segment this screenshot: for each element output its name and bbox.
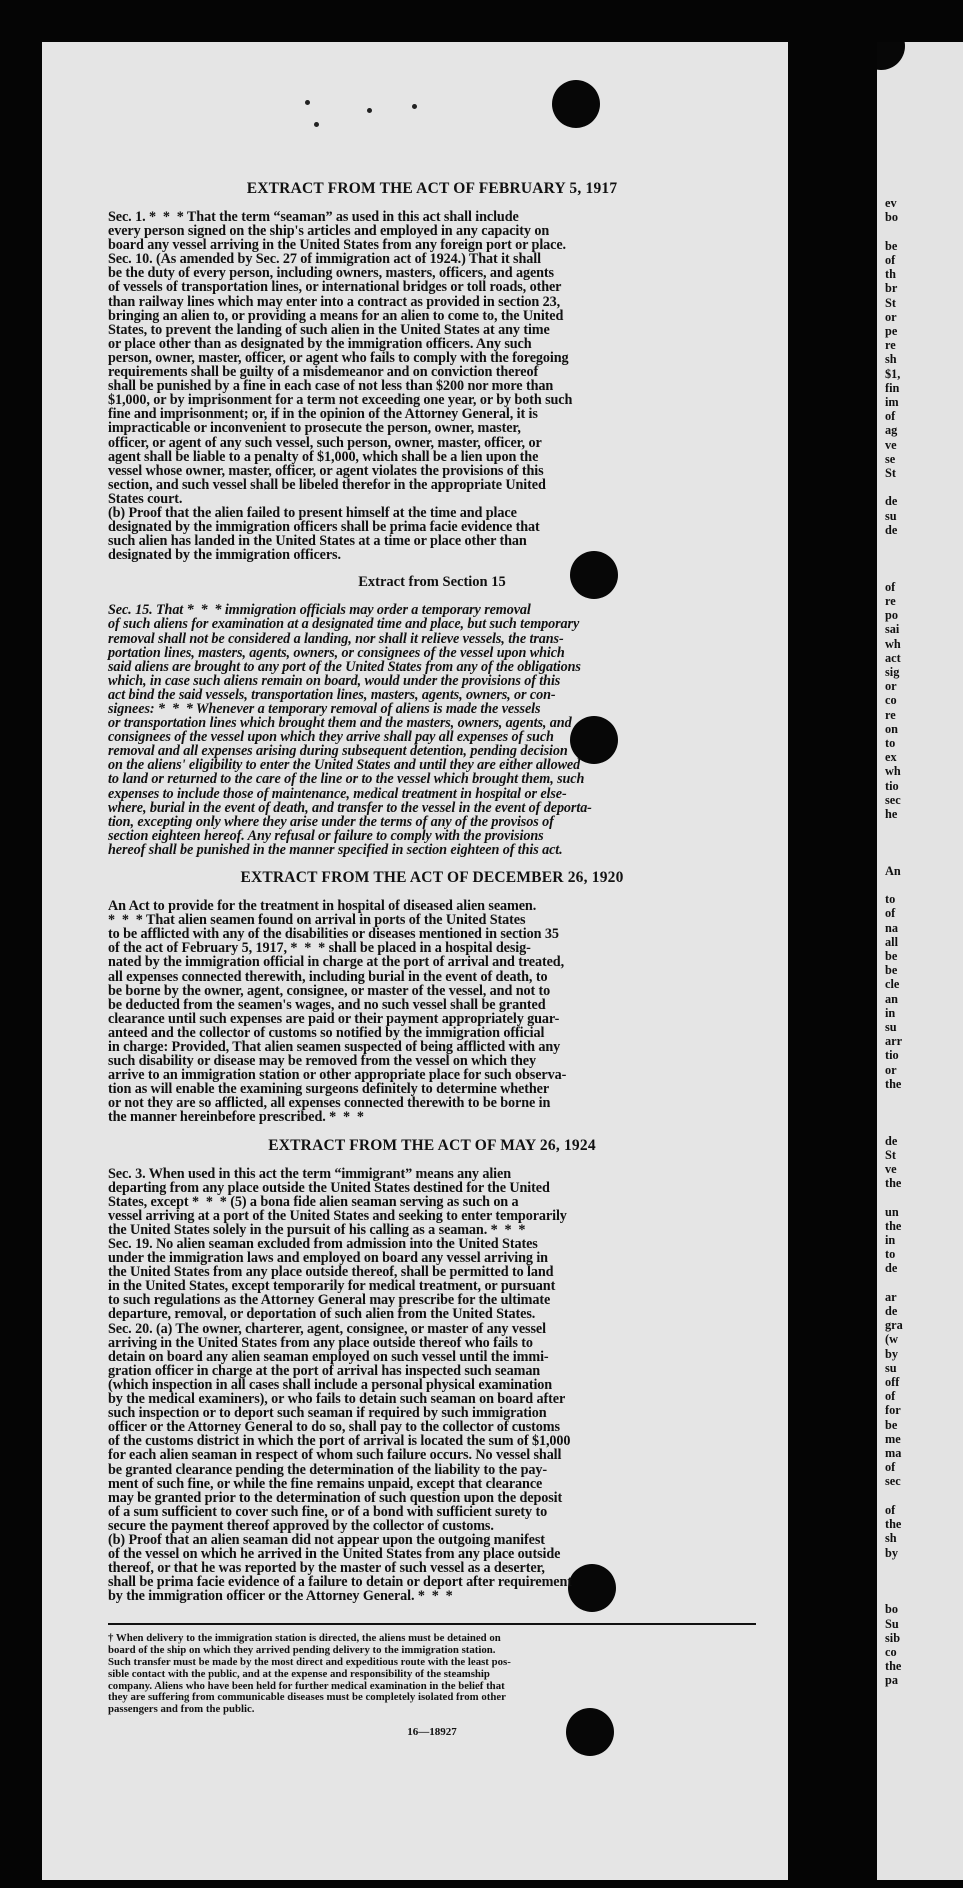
text-line: be deducted from the seamen's wages, and no such vessel shall be granted — [108, 996, 546, 1013]
adjacent-text-fragment: to — [885, 1247, 896, 1262]
adjacent-text-fragment: tio — [885, 778, 899, 793]
adjacent-text-fragment — [885, 1119, 903, 1133]
adjacent-text-fragment: of — [885, 409, 896, 424]
text-line: bringing an alien to, or providing a means for an alien to come to, the United — [108, 307, 564, 324]
text-line: Sec. 15. That * * * immigration officials may order a temporary removal — [108, 602, 531, 619]
text-line: agent shall be liable to a penalty of $1,000, which shall be a lien upon the — [108, 448, 539, 465]
adjacent-text-fragment: of — [885, 253, 896, 268]
adjacent-text-fragment: ve — [885, 1162, 897, 1177]
adjacent-text-fragment: of — [885, 1460, 896, 1475]
adjacent-text-fragment: de — [885, 1304, 898, 1319]
adjacent-text-fragment: St — [885, 466, 896, 481]
adjacent-text-fragment — [885, 1276, 903, 1290]
section-heading: EXTRACT FROM THE ACT OF MAY 26, 1924 — [268, 1136, 596, 1154]
adjacent-text-fragment: de — [885, 1133, 898, 1148]
text-line: fine and imprisonment; or, if in the opinion of the Attorney General, it is — [108, 406, 538, 423]
adjacent-text-fragment: An — [885, 863, 901, 878]
text-line: such disability or disease may be removed from the vessel on which they — [108, 1053, 536, 1070]
text-line: designated by the immigration officers shall be prima facie evidence that — [108, 519, 540, 536]
adjacent-text-fragment: St — [885, 1147, 896, 1162]
text-line: removal and all expenses arising during subsequent detention, pending decision — [108, 743, 568, 760]
adjacent-text-fragment — [885, 1190, 903, 1204]
text-line: ment of such fine, or while the fine remains unpaid, except that clearance — [108, 1475, 543, 1492]
text-line: passengers and from the public. — [108, 1703, 255, 1716]
text-line: section, and such vessel shall be libeled therefor in the appropriate United — [108, 476, 546, 493]
speck — [367, 108, 372, 113]
adjacent-text-fragment — [885, 835, 903, 849]
adjacent-text-fragment: sec — [885, 1474, 901, 1489]
adjacent-text-fragment: wh — [885, 764, 901, 779]
adjacent-text-fragment — [885, 537, 903, 551]
adjacent-text-fragment: se — [885, 451, 896, 466]
adjacent-text-fragment: of — [885, 579, 896, 594]
section-body — [108, 1167, 756, 1604]
adjacent-text-fragment: to — [885, 735, 896, 750]
adjacent-text-fragment — [885, 1574, 903, 1588]
section-body — [108, 603, 756, 857]
speck — [305, 100, 310, 105]
text-line: board any vessel arriving in the United States from any foreign port or place. — [108, 237, 567, 254]
text-line: of the customs district in which the port of arrival is located the sum of $1,000 — [108, 1433, 571, 1450]
text-line: of a sum sufficient to cover such fine, or of a bond with sufficient surety to — [108, 1503, 548, 1520]
text-line: under the immigration laws and employed on board any vessel arriving in — [108, 1250, 548, 1267]
text-line: of such aliens for examination at a designated time and place, but such temporary — [108, 616, 580, 633]
text-line: hereof shall be punished in the manner specified in section eighteen of this act. — [108, 841, 563, 858]
text-line: secure the payment thereof approved by the collector of customs. — [108, 1517, 494, 1534]
adjacent-text-fragment — [885, 182, 903, 196]
adjacent-text-fragment: ag — [885, 423, 898, 438]
adjacent-text-fragment: na — [885, 920, 898, 935]
adjacent-text-fragment — [885, 565, 903, 579]
text-line: clearance until such expenses are paid or their payment appropriately guar- — [108, 1010, 560, 1027]
text-line: such inspection or to deport such seaman if required by such immigration — [108, 1405, 547, 1422]
adjacent-text-fragment: un — [885, 1204, 899, 1219]
text-line: departure, removal, or deportation of such alien from the United States. — [108, 1306, 536, 1323]
adjacent-text-fragment — [885, 1091, 903, 1105]
adjacent-text-fragment — [885, 1105, 903, 1119]
text-line: of the act of February 5, 1917, * * * shall be placed in a hospital desig- — [108, 940, 531, 957]
document-page — [42, 42, 788, 1880]
adjacent-text-fragment — [885, 821, 903, 835]
adjacent-text-fragment: on — [885, 721, 898, 736]
adjacent-text-fragment: re — [885, 593, 896, 608]
adjacent-text-fragment: re — [885, 338, 896, 353]
adjacent-text-fragment: for — [885, 1403, 901, 1418]
adjacent-text-fragment — [885, 551, 903, 565]
text-line: expenses to include those of maintenance, medical treatment in hospital or else- — [108, 785, 567, 802]
adjacent-text-fragment: the — [885, 1517, 902, 1532]
text-line: or not they are so afflicted, all expenses connected therewith to be borne in — [108, 1095, 551, 1112]
adjacent-text-fragment: po — [885, 608, 898, 623]
adjacent-text-fragment: act — [885, 650, 901, 665]
adjacent-text-fragment — [885, 850, 903, 864]
adjacent-page-text — [877, 182, 903, 1688]
text-line: requirements shall be guilty of a misdemeanor and on conviction thereof — [108, 364, 539, 381]
text-line: Sec. 1. * * * That the term “seaman” as used in this act shall include — [108, 209, 519, 225]
adjacent-text-fragment: in — [885, 1233, 896, 1248]
text-line: departing from any place outside the United States destined for the United — [108, 1179, 550, 1196]
adjacent-text-fragment: $1, — [885, 366, 901, 381]
text-line: removal shall not be considered a landing, nor shall it relieve vessels, the trans- — [108, 630, 564, 647]
text-line: signees: * * * Whenever a temporary removal of aliens is made the vessels — [108, 701, 541, 717]
text-line: or transportation lines which brought them and the masters, owners, agents, and — [108, 715, 572, 732]
text-line: to such regulations as the Attorney General may prescribe for the ultimate — [108, 1292, 551, 1309]
text-line: sible contact with the public, and at the expense and responsibility of the steamship — [108, 1667, 490, 1680]
adjacent-text-fragment — [885, 225, 903, 239]
text-line: board of the ship on which they arrived pending delivery to the immigration station. — [108, 1644, 496, 1657]
text-line: on the aliens' eligibility to enter the United States and until they are either allowed — [108, 757, 581, 774]
text-line: $1,000, or by imprisonment for a term not exceeding one year, or by both such — [108, 392, 573, 409]
adjacent-text-fragment: sh — [885, 352, 897, 367]
adjacent-text-fragment: ar — [885, 1289, 897, 1304]
adjacent-text-fragment: sai — [885, 622, 900, 637]
adjacent-text-fragment: wh — [885, 636, 901, 651]
text-line: An Act to provide for the treatment in hospital of diseased alien seamen. — [108, 898, 537, 915]
text-line: designated by the immigration officers. — [108, 547, 341, 564]
adjacent-text-fragment — [885, 480, 903, 494]
text-line: they are suffering from communicable diseases must be completely isolated from other — [108, 1691, 506, 1704]
text-line: all expenses connected therewith, including burial in the event of death, to — [108, 968, 548, 985]
text-line: vessel arriving at a port of the United States and seeking to enter temporarily — [108, 1207, 567, 1224]
text-line: person, owner, master, officer, or agent who fails to comply with the foregoing — [108, 349, 569, 366]
adjacent-text-fragment: he — [885, 806, 898, 821]
adjacent-text-fragment: or — [885, 309, 897, 324]
adjacent-text-fragment: ve — [885, 437, 897, 452]
text-line: act bind the said vessels, transportation lines, masters, agents, owners, or con- — [108, 686, 556, 703]
punch-hole — [877, 42, 905, 70]
adjacent-text-fragment: cle — [885, 977, 900, 992]
text-line: officer or the Attorney General to do so, shall pay to the collector of customs — [108, 1419, 560, 1436]
section-body — [108, 899, 756, 1125]
adjacent-text-fragment: by — [885, 1346, 898, 1361]
adjacent-text-fragment: in — [885, 1005, 896, 1020]
text-line: the manner hereinbefore prescribed. * * * — [108, 1109, 364, 1126]
text-line: section eighteen hereof. Any refusal or failure to comply with the provisions — [108, 827, 544, 844]
adjacent-text-fragment: re — [885, 707, 896, 722]
footnote — [108, 1633, 756, 1716]
text-line: * * * That alien seamen found on arrival in ports of the United States — [108, 912, 526, 929]
text-line: to land or returned to the care of the line or to the vessel which brought them, such — [108, 771, 585, 788]
text-line: may be granted prior to the determination of such question upon the deposit — [108, 1489, 563, 1506]
text-line: vessel whose owner, master, officer, or agent violates the provisions of this — [108, 462, 544, 479]
adjacent-text-fragment: de — [885, 494, 898, 509]
text-line: to be afflicted with any of the disabilities or diseases mentioned in section 35 — [108, 926, 559, 943]
text-line: anteed and the collector of customs so notified by the immigration official — [108, 1024, 545, 1041]
text-line: in charge: Provided, That alien seamen suspected of being afflicted with any — [108, 1038, 561, 1055]
text-line: by the medical examiners), or who fails to detain such seaman on board after — [108, 1391, 566, 1408]
section-subheading: Extract from Section 15 — [358, 574, 506, 591]
adjacent-text-fragment: im — [885, 395, 899, 410]
text-line: be the duty of every person, including owners, masters, officers, and agents — [108, 265, 554, 282]
adjacent-text-fragment: de — [885, 1261, 898, 1276]
text-line: in the United States, except temporarily for medical treatment, or pursuant — [108, 1278, 556, 1295]
adjacent-text-fragment: St — [885, 295, 896, 310]
adjacent-text-fragment: me — [885, 1431, 901, 1446]
adjacent-text-fragment: br — [885, 281, 898, 296]
text-line: Such transfer must be made by the most direct and expeditious route with the least pos- — [108, 1656, 511, 1669]
adjacent-text-fragment: the — [885, 1659, 902, 1674]
section-heading: EXTRACT FROM THE ACT OF FEBRUARY 5, 1917 — [246, 180, 618, 197]
text-line: shall be punished by a fine in each case of not less than $200 nor more than — [108, 378, 554, 395]
text-line: † When delivery to the immigration station is directed, the aliens must be detained on — [108, 1632, 501, 1645]
adjacent-text-fragment: the — [885, 1076, 902, 1091]
adjacent-text-fragment: gra — [885, 1318, 903, 1333]
adjacent-text-fragment: of — [885, 1389, 896, 1404]
adjacent-text-fragment: of — [885, 906, 896, 921]
text-line: (b) Proof that the alien failed to present himself at the time and place — [108, 504, 517, 521]
adjacent-text-fragment: the — [885, 1176, 902, 1191]
text-line: Sec. 3. When used in this act the term “immigrant” means any alien — [108, 1165, 511, 1182]
text-line: (b) Proof that an alien seaman did not appear upon the outgoing manifest — [108, 1531, 545, 1548]
text-line: the United States from any place outside thereof, shall be permitted to land — [108, 1264, 554, 1281]
text-line: (which inspection in all cases shall include a personal physical examination — [108, 1376, 553, 1393]
adjacent-text-fragment: sib — [885, 1630, 901, 1645]
text-line: arriving in the United States from any place outside thereof who fails to — [108, 1334, 533, 1351]
adjacent-text-fragment: de — [885, 522, 898, 537]
punch-hole — [552, 80, 600, 128]
text-line: arrive to an immigration station or other appropriate place for such observa- — [108, 1067, 567, 1084]
section-body — [108, 210, 756, 562]
adjacent-text-fragment — [885, 1489, 903, 1503]
adjacent-text-fragment: ma — [885, 1446, 902, 1461]
text-line: the United States solely in the pursuit of his calling as a seaman. * * * — [108, 1221, 526, 1238]
text-line: of the vessel on which he arrived in the United States from any place outside — [108, 1546, 561, 1563]
adjacent-text-fragment: bo — [885, 210, 898, 225]
text-line: shall be prima facie evidence of a failure to detain or deport after requirement — [108, 1574, 572, 1591]
adjacent-text-fragment — [885, 1588, 903, 1602]
text-line: Sec. 19. No alien seaman excluded from admission into the United States — [108, 1236, 538, 1252]
text-line: every person signed on the ship's articles and employed in any capacity on — [108, 223, 550, 240]
adjacent-text-fragment: tio — [885, 1048, 899, 1063]
adjacent-text-fragment: be — [885, 238, 898, 253]
adjacent-text-fragment — [885, 1560, 903, 1574]
adjacent-text-fragment: co — [885, 1644, 897, 1659]
adjacent-text-fragment: bo — [885, 1602, 898, 1617]
adjacent-text-fragment: pa — [885, 1673, 898, 1688]
text-line: thereof, or that he was reported by the master of such vessel as a deserter, — [108, 1560, 545, 1577]
adjacent-text-fragment: or — [885, 1062, 897, 1077]
adjacent-text-fragment: arr — [885, 1034, 903, 1049]
adjacent-text-fragment: (w — [885, 1332, 898, 1347]
adjacent-text-fragment: co — [885, 693, 897, 708]
text-line: Sec. 10. (As amended by Sec. 27 of immigration act of 1924.) That it shall — [108, 251, 541, 268]
text-line: States court. — [108, 490, 183, 507]
adjacent-text-fragment: be — [885, 948, 898, 963]
adjacent-text-fragment: off — [885, 1375, 900, 1390]
speck — [412, 104, 417, 109]
text-line: company. Aliens who have been held for further medical examination in the belief that — [108, 1679, 505, 1692]
adjacent-text-fragment: fin — [885, 380, 900, 395]
text-line: said aliens are brought to any port of the United States from any of the obligations — [108, 658, 581, 675]
adjacent-text-fragment: by — [885, 1545, 898, 1560]
section-heading: EXTRACT FROM THE ACT OF DECEMBER 26, 1920 — [240, 869, 624, 887]
text-line: for each alien seaman in respect of whom such failure occurs. No vessel shall — [108, 1447, 562, 1464]
text-line: officer, or agent of any such vessel, such person, owner, master, officer, or — [108, 434, 542, 451]
text-line: impracticable or inconvenient to prosecute the person, owner, master, — [108, 420, 521, 437]
adjacent-text-fragment: su — [885, 1019, 897, 1034]
adjacent-text-fragment: su — [885, 1360, 897, 1375]
adjacent-text-fragment: sh — [885, 1531, 897, 1546]
speck — [314, 122, 319, 127]
text-line: by the immigration officer or the Attorney General. * * * — [108, 1588, 453, 1605]
text-line: or place other than as designated by the immigration officers. Any such — [108, 335, 532, 352]
adjacent-text-fragment: su — [885, 508, 897, 523]
text-line: such alien has landed in the United States at a time or place other than — [108, 533, 527, 550]
adjacent-text-fragment: an — [885, 991, 898, 1006]
adjacent-text-fragment: be — [885, 963, 898, 978]
adjacent-text-fragment: or — [885, 679, 897, 694]
text-line: States, to prevent the landing of such alien in the United States at any time — [108, 321, 550, 338]
text-line: portation lines, masters, agents, owners, or consignees of the vessel upon which — [108, 644, 565, 661]
adjacent-text-fragment: ev — [885, 196, 897, 211]
text-line: where, burial in the event of death, and transfer to the vessel in the event of deporta- — [108, 799, 592, 816]
adjacent-text-fragment: ex — [885, 750, 897, 765]
adjacent-text-fragment: pe — [885, 324, 898, 339]
text-line: detain on board any alien seaman employed on such vessel until the immi- — [108, 1348, 549, 1365]
adjacent-text-fragment: the — [885, 1218, 902, 1233]
text-line: tion, excepting only where they arise under the terms of any of the provisos of — [108, 813, 554, 830]
text-line: of vessels of transportation lines, or international bridges or toll roads, other — [108, 279, 562, 296]
adjacent-text-fragment: sig — [885, 664, 900, 679]
document-text — [108, 180, 756, 1738]
text-line: be borne by the owner, agent, consignee, or master of the vessel, and not to — [108, 982, 551, 999]
adjacent-text-fragment: all — [885, 934, 898, 949]
text-line: gration officer in charge at the port of arrival has inspected such seaman — [108, 1362, 541, 1379]
form-number: 16—18927 — [407, 1726, 457, 1739]
text-line: nated by the immigration official in charge at the port of arrival and treated, — [108, 954, 565, 971]
text-line: than railway lines which may enter into a contract as provided in section 23, — [108, 293, 561, 310]
adjacent-text-fragment: be — [885, 1417, 898, 1432]
text-line: consignees of the vessel upon which they arrive shall pay all expenses of such — [108, 729, 554, 746]
text-line: which, in case such aliens remain on board, would under the provisions of this — [108, 672, 561, 689]
adjacent-text-fragment: to — [885, 892, 896, 907]
text-line: States, except * * * (5) a bona fide alien seaman serving as such on a — [108, 1193, 519, 1210]
text-line: Sec. 20. (a) The owner, charterer, agent, consignee, or master of any vessel — [108, 1320, 546, 1337]
adjacent-page — [877, 42, 963, 1880]
text-line: be granted clearance pending the determination of the liability to the pay- — [108, 1461, 547, 1478]
adjacent-text-fragment: of — [885, 1502, 896, 1517]
adjacent-text-fragment: Su — [885, 1616, 899, 1631]
adjacent-text-fragment: sec — [885, 792, 901, 807]
footnote-divider — [108, 1623, 756, 1625]
text-line: tion as will enable the examining surgeons definitely to determine whether — [108, 1081, 550, 1098]
adjacent-text-fragment: th — [885, 267, 896, 282]
adjacent-text-fragment — [885, 878, 903, 892]
